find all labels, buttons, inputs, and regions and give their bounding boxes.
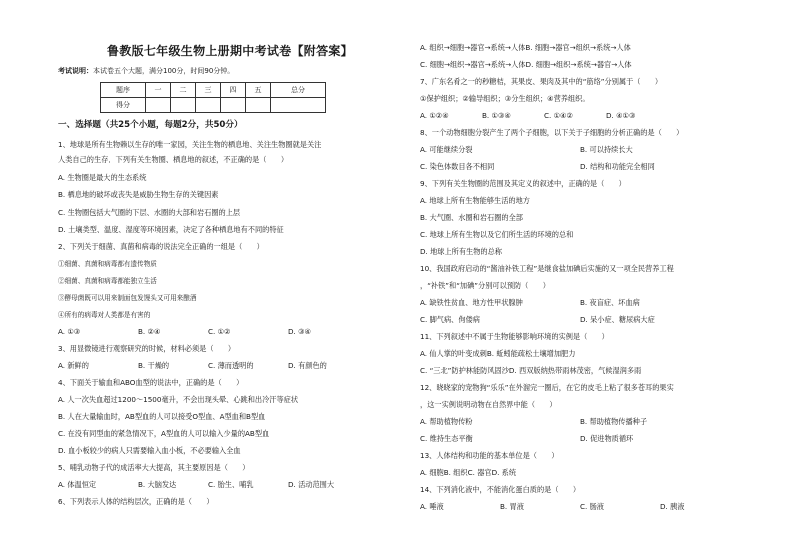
options-row: [420, 162, 770, 172]
options-row: [420, 434, 770, 444]
option-line: B. 栖息地的破坏或丧失是威胁生物生存的关键因素: [58, 190, 219, 199]
option-c[interactable]: C. 脚气病、佝偻病: [420, 315, 480, 324]
options-row: [58, 327, 398, 337]
option-c[interactable]: C. 薄而透明的: [208, 361, 254, 370]
option-b[interactable]: B. 夜盲症、坏血病: [580, 298, 640, 307]
options-row: [420, 315, 770, 325]
options-row: [58, 361, 398, 371]
options-row: [420, 502, 770, 512]
score-input-cell[interactable]: [246, 98, 271, 113]
question-line: 4、下面关于输血和ABO血型的说法中，正确的是（ ）: [58, 378, 244, 387]
question-line: 人类自己的生存．下列有关生物圈、栖息地的叙述，不正确的是（ ）: [58, 155, 289, 164]
question-line: 9、下列有关生物圈的范围及其定义的叙述中，正确的是（ ）: [420, 179, 626, 188]
option-d[interactable]: D. ③④: [288, 327, 311, 336]
options-row: [420, 145, 770, 155]
statement-line: ④所有的病毒对人类都是有害的: [58, 311, 151, 319]
option-c[interactable]: C. 肠液: [580, 502, 604, 511]
statement-line: ③酵母菌既可以用来制面包发馒头又可用来酿酒: [58, 294, 197, 302]
score-cell: 四: [221, 83, 246, 98]
option-line: C. “三北”防护林能防风固沙D. 西双版纳热带雨林茂密，气候湿润多雨: [420, 366, 642, 375]
option-b[interactable]: B. 干燥的: [138, 361, 170, 370]
score-table-score-row: [101, 98, 326, 113]
option-b[interactable]: B. ②④: [138, 327, 161, 336]
statement-line: ②细菌、真菌和病毒都能独立生活: [58, 277, 157, 285]
option-d[interactable]: D. 促进物质循环: [580, 434, 634, 443]
option-line: D. 土壤类型、温度、湿度等环境因素，决定了各种栖息地有不同的特征: [58, 225, 284, 234]
option-b[interactable]: B. 胃液: [500, 502, 524, 511]
option-a[interactable]: A. 唾液: [420, 502, 444, 511]
score-input-cell[interactable]: [221, 98, 246, 113]
option-line: D. 血小板较少的病人只需要输入血小板，不必要输入全血: [58, 446, 241, 455]
option-line: D. 地球上所有生物的总称: [420, 247, 502, 256]
score-table: [100, 82, 326, 113]
exam-note: [58, 66, 234, 76]
question-line: 5、哺乳动物子代的成活率大大提高，其主要原因是（ ）: [58, 463, 250, 472]
option-line: C. 生物圈包括大气圈的下层、水圈的大部和岩石圈的上层: [58, 208, 241, 217]
question-line: 7、广东名肴之一的秒糖桔，其果皮、果肉及其中的“筋络”分别属于（ ）: [420, 77, 663, 86]
statement-line: ①保护组织；②输导组织；③分生组织；④营养组织。: [420, 94, 590, 103]
question-line: ，这一实例说明动物在自然界中能（ ）: [420, 400, 557, 409]
option-a[interactable]: A. 体温恒定: [58, 480, 97, 489]
option-c[interactable]: C. ①②: [208, 327, 231, 336]
option-line: A. 细胞B. 组织C. 器官D. 系统: [420, 468, 517, 477]
question-line: 6、下列表示人体的结构层次，正确的是（ ）: [58, 497, 214, 506]
option-c[interactable]: C. ①④②: [544, 111, 573, 120]
option-d[interactable]: D. 有颜色的: [288, 361, 327, 370]
option-c[interactable]: C. 维持生态平衡: [420, 434, 473, 443]
question-line: 13、人体结构和功能的基本单位是（ ）: [420, 451, 559, 460]
option-d[interactable]: D. 呆小症、糖尿病大症: [580, 315, 655, 324]
option-line: A. 生物圈是最大的生态系统: [58, 173, 147, 182]
option-a[interactable]: A. ①③: [58, 327, 81, 336]
option-a[interactable]: A. 新鲜的: [58, 361, 89, 370]
options-row: [58, 480, 398, 490]
score-cell: 一: [146, 83, 171, 98]
option-line: A. 组织→细胞→器官→系统→人体B. 细胞→器官→组织→系统→人体: [420, 43, 631, 52]
question-line: 14、下列消化液中，不能消化蛋白质的是（ ）: [420, 485, 581, 494]
score-cell: 题序: [101, 83, 146, 98]
option-line: A. 仙人掌的叶变成刺B. 蚯蚓能疏松土壤增加肥力: [420, 349, 576, 358]
question-line: 12、晓晓家的宠物狗“乐乐”在外溜完一圈后，在它的皮毛上粘了很多苍耳的果实: [420, 383, 674, 392]
score-input-cell[interactable]: [196, 98, 221, 113]
question-line: 8、一个动物细胞分裂产生了两个子细胞，以下关于子细胞的分析正确的是（ ）: [420, 128, 684, 137]
score-cell: 二: [171, 83, 196, 98]
exam-note-text: 本试卷五个大题，满分100分，时间90分钟。: [93, 67, 235, 75]
option-line: B. 大气圈、水圈和岩石圈的全部: [420, 213, 523, 222]
score-cell: 总分: [271, 83, 326, 98]
option-b[interactable]: B. 帮助植物传播种子: [580, 417, 648, 426]
question-line: 10、我国政府启动的“酱油补铁工程”是继食盐加碘后实施的又一项全民营养工程: [420, 264, 674, 273]
option-a[interactable]: A. ①②④: [420, 111, 449, 120]
option-a[interactable]: A. 帮助植物传粉: [420, 417, 473, 426]
exam-note-label: 考试说明：: [58, 67, 93, 75]
options-row: [420, 417, 770, 427]
score-cell: 三: [196, 83, 221, 98]
option-a[interactable]: A. 缺铁性贫血、地方性甲状腺肿: [420, 298, 523, 307]
option-c[interactable]: C. 胎生、哺乳: [208, 480, 254, 489]
option-line: C. 细胞→组织→器官→系统→人体D. 细胞→组织→系统→器官→人体: [420, 60, 632, 69]
section-heading: 一、选择题（共25个小题，每题2分，共50分）: [58, 120, 243, 130]
exam-title: 鲁教版七年级生物上册期中考试卷【附答案】: [106, 44, 353, 58]
option-line: A. 地球上所有生物能够生活的地方: [420, 196, 530, 205]
question-line: 1、地球是所有生物赖以生存的唯一家园，关注生物的栖息地、关注生物圈就是关注: [58, 140, 322, 149]
option-d[interactable]: D. 胰液: [660, 502, 685, 511]
score-cell: 得分: [101, 98, 146, 113]
option-line: C. 地球上所有生物以及它们所生活的环境的总和: [420, 230, 574, 239]
option-line: B. 人在大量输血时，AB型血的人可以接受O型血、A型血和B型血: [58, 412, 266, 421]
option-d[interactable]: D. 结构和功能完全相同: [580, 162, 655, 171]
option-line: C. 在没有同型血的紧急情况下，A型血的人可以输入少量的AB型血: [58, 429, 270, 438]
question-line: ，“补铁”和“加碘”分别可以预防（ ）: [420, 281, 550, 290]
statement-line: ①细菌、真菌和病毒都有遗传物质: [58, 260, 157, 268]
options-row: [420, 298, 770, 308]
options-row: [420, 111, 770, 121]
option-line: A. 人一次失血超过1200～1500毫升，不会出现头晕、心跳和出冷汗等症状: [58, 395, 299, 404]
question-line: 2、下列关于细菌、真菌和病毒的说法完全正确的一组是（ ）: [58, 242, 264, 251]
option-d[interactable]: D. 活动范围大: [288, 480, 335, 489]
score-input-cell[interactable]: [171, 98, 196, 113]
option-d[interactable]: D. ④①③: [606, 111, 636, 120]
question-line: 11、下列叙述中不属于生物能够影响环境的实例是（ ）: [420, 332, 609, 341]
option-a[interactable]: A. 可能继续分裂: [420, 145, 473, 154]
option-b[interactable]: B. 可以持续长大: [580, 145, 633, 154]
score-input-cell[interactable]: [146, 98, 171, 113]
option-b[interactable]: B. 大脑发达: [138, 480, 177, 489]
question-line: 3、用显微镜进行观察研究的时候，材料必须是（ ）: [58, 344, 236, 353]
score-table-header-row: [101, 83, 326, 98]
option-b[interactable]: B. ①③④: [482, 111, 511, 120]
score-cell: 五: [246, 83, 271, 98]
option-c[interactable]: C. 染色体数目各不相同: [420, 162, 495, 171]
score-input-cell[interactable]: [271, 98, 326, 113]
